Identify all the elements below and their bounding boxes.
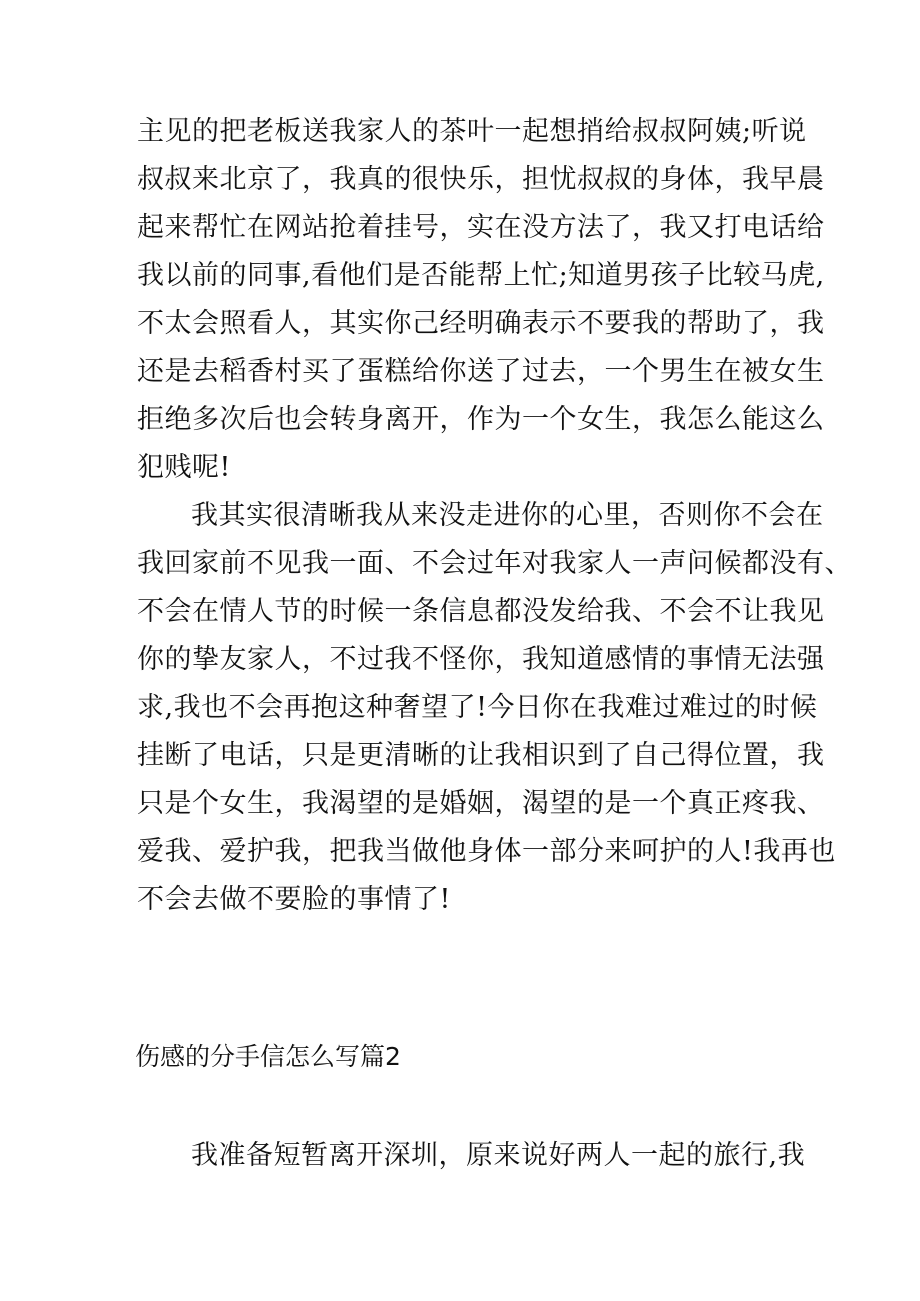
section-heading: 伤感的分手信怎么写篇2 (135, 1042, 401, 1071)
paragraph-3-line-1: 我准备短暂离开深圳，原来说好两人一起的旅行,我 (191, 1140, 806, 1171)
paragraph-2-line-5: 求,我也不会再抱这种奢望了!今日你在我难过难过的时候 (137, 692, 818, 723)
paragraph-2-line-2: 我回家前不见我一面、不会过年对我家人一声问候都没有、 (137, 548, 852, 579)
paragraph-1-line-2: 叔叔来北京了，我真的很快乐，担忧叔叔的身体，我早晨 (137, 164, 825, 195)
paragraph-1-line-8: 犯贱呢! (137, 452, 231, 483)
paragraph-1-line-3: 起来帮忙在网站抢着挂号，实在没方法了，我又打电话给 (137, 212, 825, 243)
paragraph-2-line-4: 你的挚友家人，不过我不怪你，我知道感情的事情无法强 (137, 644, 825, 675)
paragraph-2-line-8: 爱我、爱护我，把我当做他身体一部分来呵护的人!我再也 (137, 836, 836, 867)
paragraph-1-line-1: 主见的把老板送我家人的茶叶一起想捎给叔叔阿姨;听说 (137, 116, 807, 147)
paragraph-1-line-7: 拒绝多次后也会转身离开，作为一个女生，我怎么能这么 (137, 404, 825, 435)
paragraph-2-line-7: 只是个女生，我渴望的是婚姻，渴望的是一个真正疼我、 (137, 788, 825, 819)
paragraph-2-line-1: 我其实很清晰我从来没走进你的心里，否则你不会在 (191, 500, 824, 531)
paragraph-1-line-4: 我以前的同事,看他们是否能帮上忙;知道男孩子比较马虎, (137, 260, 825, 291)
paragraph-2-line-3: 不会在情人节的时候一条信息都没发给我、不会不让我见 (137, 596, 825, 627)
paragraph-1-line-5: 不太会照看人，其实你己经明确表示不要我的帮助了，我 (137, 308, 825, 339)
paragraph-1-line-6: 还是去稻香村买了蛋糕给你送了过去，一个男生在被女生 (137, 356, 825, 387)
paragraph-2-line-6: 挂断了电话，只是更清晰的让我相识到了自己得位置，我 (137, 740, 825, 771)
paragraph-2-line-9: 不会去做不要脸的事情了! (137, 884, 451, 915)
